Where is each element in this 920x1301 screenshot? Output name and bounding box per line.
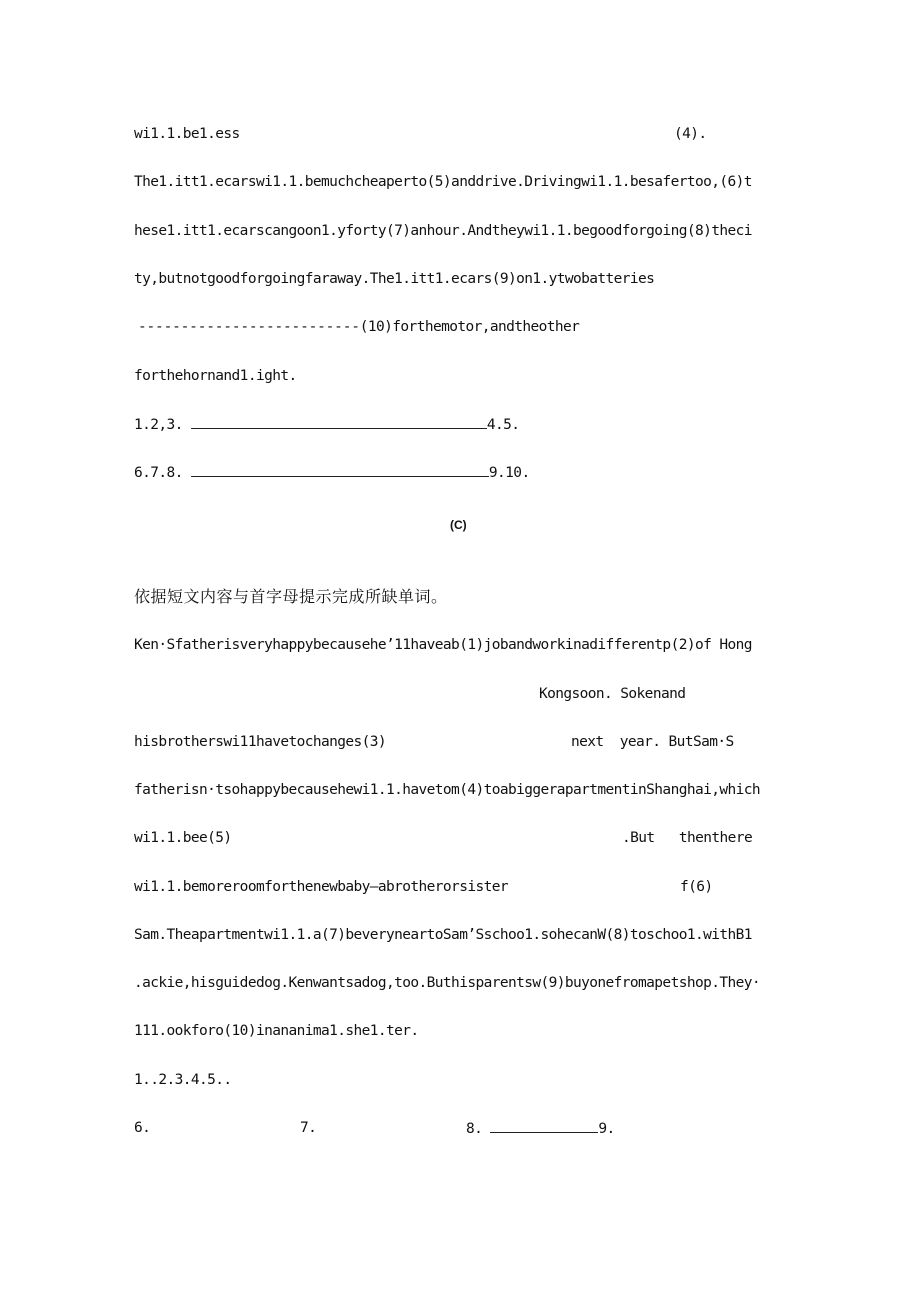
passage-line-4: ty,butnotgoodforgoingfaraway.The1.itt1.ecars(9)on1.ytwobatteries: [134, 271, 655, 287]
c-line-1: Ken·Sfatherisveryhappybecausehe’11haveab(1)jobandworkinadifferentp(2)of Hong: [134, 637, 752, 653]
c-answer-6: 6.: [134, 1120, 151, 1136]
passage-line-3: hese1.itt1.ecarscangoon1.yforty(7)anhour.Andtheywi1.1.begoodforgoing(8)theci: [134, 223, 752, 239]
c-line-9: 111.ookforo(10)inananima1.she1.ter.: [134, 1023, 419, 1039]
passage-line-1b: (4).: [674, 126, 707, 142]
dash-blank: --------------------------: [138, 319, 360, 335]
c-line-5b: .But thenthere: [622, 830, 753, 846]
c-answer-7: 7.: [300, 1120, 317, 1136]
c-line-5a: wi1.1.bee(5): [134, 830, 232, 846]
answer-row-1: [134, 414, 519, 435]
c-answer-9: 9.: [598, 1121, 615, 1137]
passage-line-1a: wi1.1.be1.ess: [134, 126, 240, 142]
answer-row-1-suffix: 4.5.: [486, 417, 520, 433]
passage-line-5: [138, 317, 579, 337]
c-line-8: .ackie,hisguidedog.Kenwantsadog,too.Buthisparentsw(9)buyonefromapetshop.They·: [134, 975, 760, 991]
c-line-6b: f(6): [680, 879, 713, 895]
c-line-4: fatherisn·tsohappybecausehewi1.1.havetom(4)toabiggerapartmentinShanghai,which: [134, 782, 760, 798]
c-answer-8: 8.: [466, 1121, 483, 1137]
c-answer-row-1: 1..2.3.4.5..: [134, 1072, 232, 1088]
answer-row-2-suffix: 9.10.: [488, 465, 530, 481]
c-answer-8-row: [466, 1118, 615, 1139]
answer-row-1-prefix: 1.2,3.: [134, 417, 183, 433]
passage-line-2: The1.itt1.ecarswi1.1.bemuchcheaperto(5)anddrive.Drivingwi1.1.besafertoo,(6)t: [134, 174, 752, 190]
c-answer-blank-8[interactable]: [490, 1118, 598, 1133]
c-line-6a: wi1.1.bemoreroomforthenewbaby—abrotherorsister: [134, 879, 508, 895]
c-line-3a: hisbrotherswi11havetochanges(3): [134, 734, 387, 750]
answer-row-2: [134, 462, 530, 483]
c-line-7: Sam.Theapartmentwi1.1.a(7)beveryneartoSam’Sschoo1.sohecanW(8)toschoo1.withB1: [134, 927, 752, 943]
answer-blank-1[interactable]: [191, 414, 487, 429]
answer-row-2-prefix: 6.7.8.: [134, 465, 183, 481]
c-line-2: Kongsoon. Sokenand: [539, 686, 686, 702]
passage-line-5-text: (10)forthemotor,andtheother: [359, 319, 580, 335]
section-c-heading: (C): [450, 518, 467, 532]
answer-blank-2[interactable]: [191, 462, 489, 477]
c-line-3b: next year. ButSam·S: [571, 734, 734, 750]
passage-line-6: forthehornand1.ight.: [134, 368, 297, 384]
section-c-instruction: 依据短文内容与首字母提示完成所缺单词。: [134, 587, 448, 606]
